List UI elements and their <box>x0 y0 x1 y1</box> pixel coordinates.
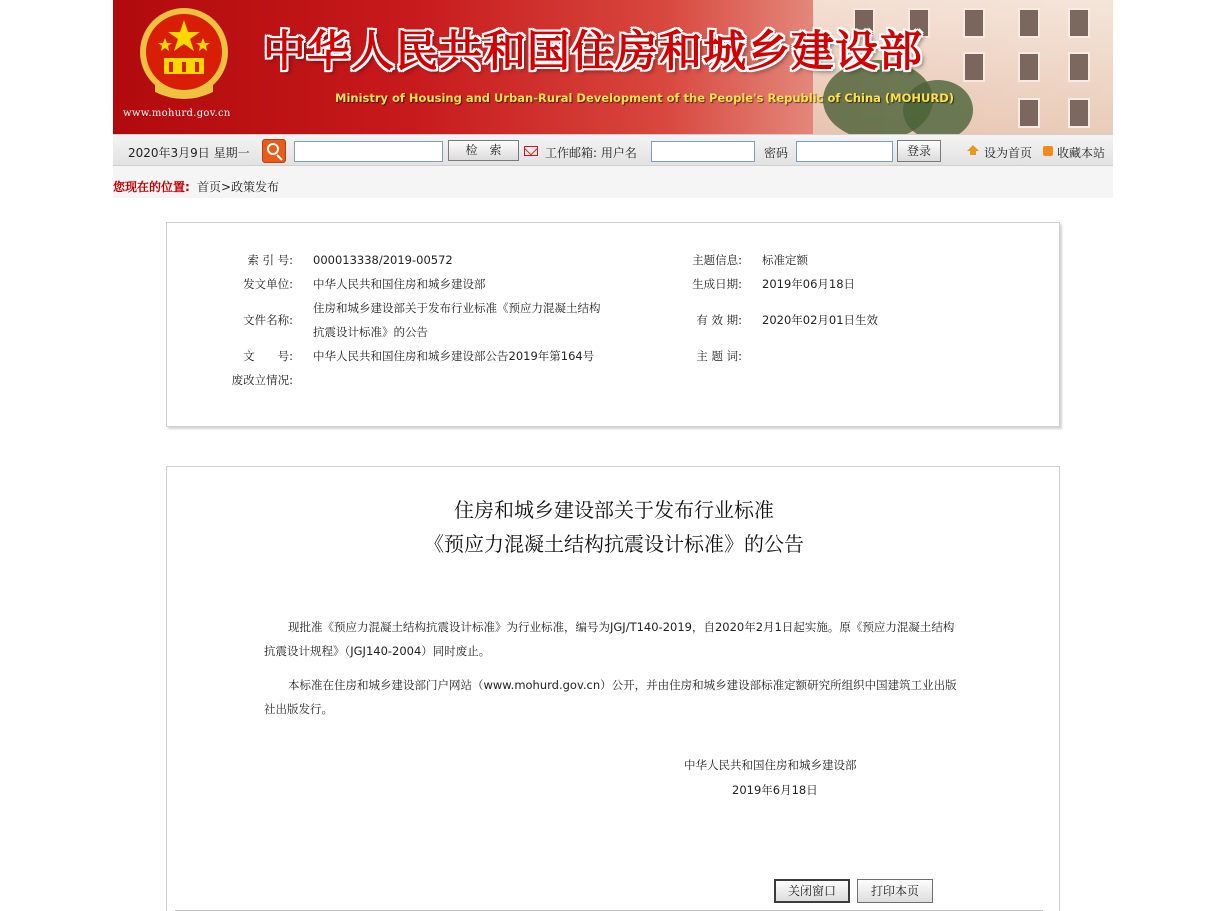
breadcrumb-path[interactable]: 首页>政策发布 <box>197 180 280 194</box>
article-paragraph: 现批准《预应力混凝土结构抗震设计标准》为行业标准，编号为JGJ/T140-2019，自2020年2月1日起实施。原《预应力混凝土结构抗震设计规程》（JGJ140-2004）同时废止。 <box>264 620 955 658</box>
article-title <box>167 493 1061 561</box>
document-info-panel <box>166 222 1060 427</box>
set-homepage-link[interactable]: 设为首页 <box>984 146 1033 160</box>
issuer-value: 中华人民共和国住房和城乡建设部 <box>313 277 486 291</box>
document-number-value: 中华人民共和国住房和城乡建设部公告2019年第164号 <box>313 349 595 363</box>
document-number-label: 文 号: <box>243 349 293 363</box>
building-window <box>1068 98 1090 128</box>
close-window-button[interactable]: 关闭窗口 <box>774 879 850 903</box>
site-title: 中华人民共和国住房和城乡建设部 <box>263 27 923 77</box>
search-input[interactable] <box>294 141 443 162</box>
search-icon[interactable] <box>262 139 286 163</box>
search-button[interactable]: 检索 <box>448 140 519 161</box>
validity-label: 有 效 期: <box>696 313 742 327</box>
signature-date: 2019年6月18日 <box>732 783 818 797</box>
building-window <box>1068 52 1090 82</box>
article-title-line2: 《预应力混凝土结构抗震设计标准》的公告 <box>424 532 804 556</box>
revision-status-label: 废改立情况: <box>231 373 293 387</box>
document-name-label: 文件名称: <box>243 313 293 327</box>
site-banner <box>113 0 1113 134</box>
national-emblem-icon <box>137 6 231 106</box>
issuer-label: 发文单位: <box>243 277 293 291</box>
index-number-label: 索 引 号: <box>247 253 293 267</box>
announcement-article <box>166 466 1060 911</box>
article-body <box>264 615 957 731</box>
building-window <box>963 8 985 38</box>
top-toolbar <box>113 134 1113 166</box>
site-subtitle: Ministry of Housing and Urban-Rural Development of the People's Republic of China (MOHURD) <box>335 91 955 105</box>
keywords-label: 主 题 词: <box>696 349 742 363</box>
building-window <box>963 52 985 82</box>
username-input[interactable] <box>651 141 755 162</box>
bookmark-icon <box>1043 146 1053 156</box>
breadcrumb <box>113 166 1113 198</box>
building-window <box>1068 8 1090 38</box>
document-name-line2: 抗震设计标准》的公告 <box>313 325 428 339</box>
topic-label: 主题信息: <box>692 253 742 267</box>
building-window <box>1018 8 1040 38</box>
index-number-value: 000013338/2019-00572 <box>313 253 453 267</box>
signature-organization: 中华人民共和国住房和城乡建设部 <box>684 758 857 772</box>
print-page-button[interactable]: 打印本页 <box>857 879 933 903</box>
site-url: www.mohurd.gov.cn <box>123 108 231 119</box>
created-date-value: 2019年06月18日 <box>762 277 856 291</box>
document-name-line1: 住房和城乡建设部关于发布行业标准《预应力混凝土结构 <box>313 301 601 315</box>
password-input[interactable] <box>796 141 893 162</box>
mail-icon <box>524 146 538 156</box>
created-date-label: 生成日期: <box>692 277 742 291</box>
validity-value: 2020年02月01日生效 <box>762 313 879 327</box>
building-window <box>1018 52 1040 82</box>
login-button[interactable]: 登录 <box>897 140 941 162</box>
password-label: 密码 <box>764 146 789 160</box>
current-date: 2020年3月9日 星期一 <box>128 146 250 160</box>
mail-username-label: 工作邮箱: 用户名 <box>545 146 637 160</box>
building-window <box>1018 98 1040 128</box>
article-title-line1: 住房和城乡建设部关于发布行业标准 <box>454 498 774 522</box>
breadcrumb-label: 您现在的位置: <box>113 180 190 194</box>
tree-foliage <box>903 80 973 134</box>
bookmark-link[interactable]: 收藏本站 <box>1057 146 1106 160</box>
article-paragraph: 本标准在住房和城乡建设部门户网站（www.mohurd.gov.cn）公开，并由住房和城乡建设部标准定额研究所组织中国建筑工业出版社出版发行。 <box>264 678 957 716</box>
home-icon <box>967 145 979 151</box>
topic-value: 标准定额 <box>762 253 808 267</box>
